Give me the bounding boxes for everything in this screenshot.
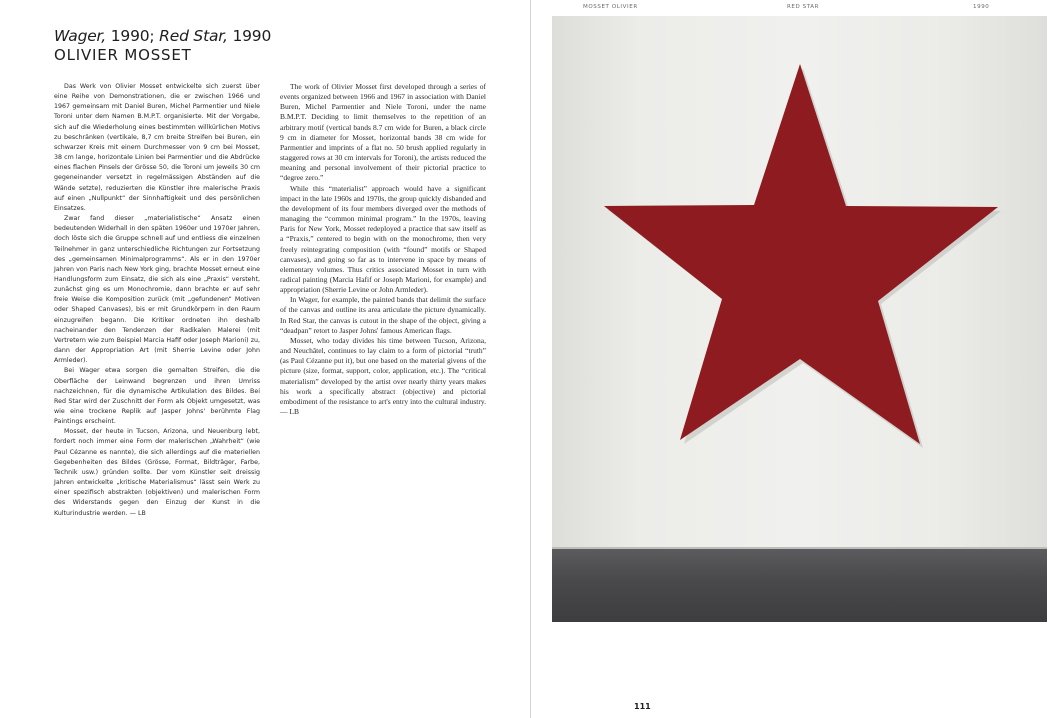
title-work-red-star: Red Star, [154,27,228,45]
title-work-wager: Wager, [54,27,107,45]
german-paragraph: Mosset, der heute in Tucson, Arizona, und Neuenburg lebt, fordert noch immer eine Form der malerischen „Wahrheit“ (wie Paul Cézanne es nannte), die sich allerdings auf die materiellen Gegebenheiten des Bildes (Grösse, Format, Bildträger, Farbe, Technik usw.) gründen sollte. Der vom Künstler seit dreissig Jahren entwickelte „kritische Materialismus“ lässt sein Werk zu einer spezifisch abstrakten (objektiven) und malerischen Form des Widerstands gegen den Einzug der Kunst in die Kulturindustrie werden. — LB [54,428,260,517]
page-number: 111 [634,702,651,711]
running-head-artist: MOSSET OLIVIER [583,4,638,10]
red-star-photograph [552,16,1047,622]
english-paragraph: Mosset, who today divides his time between Tucson, Arizona, and Neuchâtel, continues to lay claim to a form of pictorial “truth” (as Paul Cézanne put it), but one based on the material givens of the picture (size, format, support, color, application, etc.). The “critical materialism” developed by the artist over nearly thirty years makes his work a specifically abstract (objective) and pictorial embodiment of the resistance to art's entry into the cultural industry. — LB [280,335,486,416]
running-head-work: RED STAR [787,4,820,10]
english-paragraph: The work of Olivier Mosset first developed through a series of events organized between 1966 and 1967 in association with Daniel Buren, Michel Parmentier and Niele Toroni, under the name B.M.P.T. Deciding to limit themselves to the repetition of an arbitrary motif (vertical bands 8.7 cm wide for Buren, a black circle 9 cm in diameter for Mosset, horizontal bands 38 cm wide for Parmentier and imprints of a flat no. 50 brush applied regularly in staggered rows at 30 cm intervals for Toroni), the artists reduced the meaning and personal involvement of their pictorial practice to “degree zero.” [280,82,486,183]
english-text-column [280,82,486,417]
red-star-painting [552,16,1047,622]
title-year-wager: 1990; [106,27,155,45]
page-title [54,27,271,45]
title-year-red-star: 1990 [227,27,272,45]
german-paragraph: Das Werk von Olivier Mosset entwickelte sich zuerst über eine Reihe von Demonstrationen, die er zwischen 1966 und 1967 gemeinsam mit Daniel Buren, Michel Parmentier und Niele Toroni unter dem Namen B.M.P.T. organisierte. Mit der Vorgabe, sich auf die Wiederholung eines bestimmten willkürlichen Motivs zu beschränken (vertikale, 8,7 cm breite Streifen bei Buren, ein schwarzer Kreis mit einem Durchmesser von 9 cm bei Mosset, 38 cm lange, horizontale Linien bei Parmentier und die Abdrücke eines flachen Pinsels der Grösse 50, die Toroni um jeweils 30 cm gegeneinander versetzt in regelmässigen Abständen auf die Wände setzte), reduzierten die Künstler ihre malerische Praxis auf einen „Nullpunkt“ der Sinnhaftigkeit und des persönlichen Einsatzes. [54,83,260,212]
german-paragraph: Zwar fand dieser „materialistische“ Ansatz einen bedeutenden Widerhall in den späten 1960er und 1970er Jahren, doch löste sich die Gruppe schnell auf und entliess die einzelnen Teilnehmer in ganz unterschiedliche Richtungen zur Fortsetzung des „gemeinsamen Minimalprogramms“. Als er in den 1970er Jahren von Paris nach New York ging, brachte Mosset erneut eine Handlungsform zum Einsatz, die sich als eine „Praxis“ versteht, zunächst ging es um Monochromie, dann brachte er auf sehr freie Weise die Komposition zurück (mit „gefundenen“ Motiven oder Shaped Canvases), bis er mit Grundkörpern in den Raum einzugreifen begann. Die Kritiker ordneten ihn deshalb nacheinander den Tendenzen der Radikalen Malerei (mit Vertretern wie zum Beispiel Marcia Hafif oder Joseph Marioni) zu, dann der Appropriation Art (mit Sherrie Levine oder John Armleder). [54,215,260,365]
german-paragraph: Bei Wager etwa sorgen die gemalten Streifen, die die Oberfläche der Leinwand begrenzen und ihren Umriss nachzeichnen, für die dynamische Artikulation des Bildes. Bei Red Star wird der Zuschnitt der Form als Objekt umgesetzt, was wie eine trockene Replik auf Jasper Johns' berühmte Flag Paintings erscheint. [54,367,260,426]
running-head-year: 1990 [973,4,990,10]
english-paragraph: In Wager, for example, the painted bands that delimit the surface of the canvas and outline its area articulate the picture dynamically. In Red Star, the canvas is cutout in the shape of the object, giving a “deadpan” retort to Jasper Johns' famous American flags. [280,295,486,335]
artist-name: OLIVIER MOSSET [54,46,192,64]
english-paragraph: While this “materialist” approach would have a significant impact in the late 1960s and 1970s, the group quickly disbanded and the development of its four members diverged over the methods of managing the “common minimal program.” In the 1970s, leaving Paris for New York, Mosset redeployed a practice that saw itself as a “Praxis,” centered to begin with on the monochrome, then very freely reintegrating composition (with “found” motifs or Shaped canvases), and going so far as to intervene in space by means of elementary volumes. Thus critics associated Mosset in turn with radical painting (Marcia Hafif or Joseph Marioni, for example) and appropriation (Sherrie Levine or John Armleder). [280,183,486,295]
german-text-column [54,82,260,519]
